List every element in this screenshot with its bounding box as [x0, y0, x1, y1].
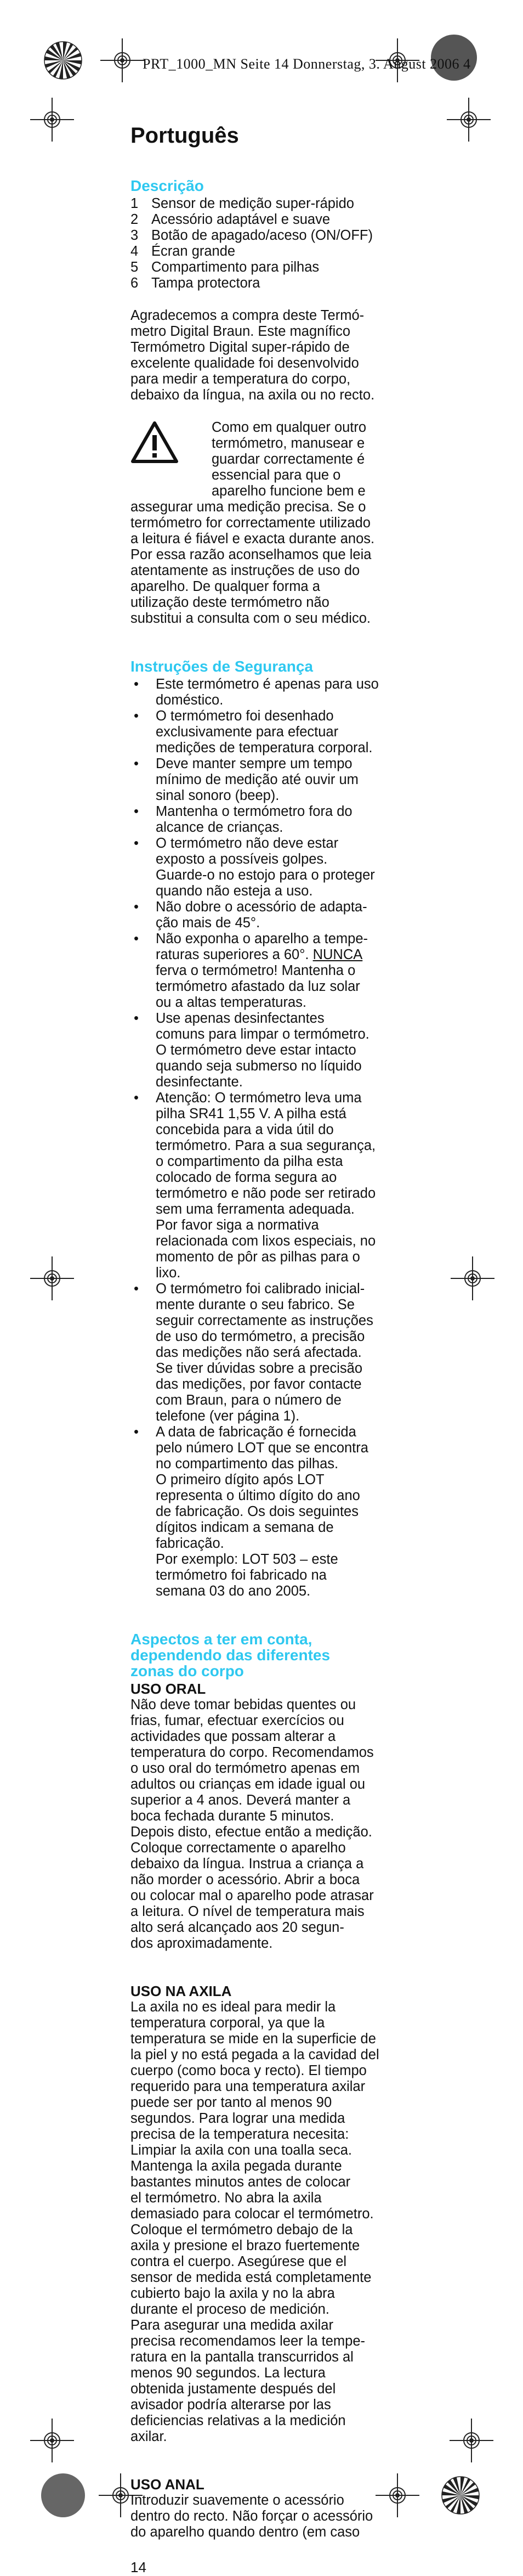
text-line: Por favor siga a normativa	[156, 1217, 319, 1233]
text-line: com Braun, para o número de	[156, 1393, 342, 1408]
item-number: 1	[130, 196, 139, 211]
text-line: exposto a possíveis golpes.	[156, 852, 328, 867]
text-line: mínimo de medição até ouvir um	[156, 772, 359, 787]
parts-list-item	[130, 196, 416, 212]
text-line: utilização deste termómetro não	[130, 595, 329, 610]
item-number: 6	[130, 275, 139, 291]
safety-list-item	[130, 836, 416, 899]
text-line: excelente qualidade foi desenvolvido	[130, 356, 359, 371]
anal-subheading: USO ANAL	[130, 2476, 204, 2493]
text-line: medições de temperatura corporal.	[156, 740, 373, 756]
text-line: O termómetro não deve estar	[156, 836, 339, 851]
item-label: Sensor de medição super-rápido	[151, 196, 354, 211]
text-line: contra el cuerpo. Asegúrese que el	[130, 2254, 347, 2269]
description-heading: Descrição	[130, 177, 204, 194]
text-line: puede ser por tanto al menos 90	[130, 2095, 332, 2110]
text-line: dígitos indicam a semana de	[156, 1520, 334, 1535]
item-number: 3	[130, 228, 139, 243]
text-line: Por essa razão aconselhamos que leia	[130, 547, 372, 562]
text-line: Agradecemos a compra deste Termó-	[130, 308, 365, 323]
parts-list	[130, 196, 416, 291]
text-line: ou a altas temperaturas.	[156, 995, 306, 1010]
text-line: A data de fabricação é fornecida	[156, 1424, 356, 1440]
text-line: deficiencias relativas a la medición	[130, 2413, 346, 2428]
item-number: 2	[130, 212, 139, 227]
text-line: relacionada com lixos especiais, no	[156, 1233, 376, 1249]
text-line: essencial para que o	[212, 467, 341, 483]
text-line: termómetro for correctamente utilizado	[130, 515, 371, 531]
text-line: de fabricação. Os dois seguintes	[156, 1504, 359, 1519]
text-line: comuns para limpar o termómetro.	[156, 1027, 369, 1042]
text-line: termómetro. Para a sua segurança,	[156, 1138, 376, 1153]
item-label: Tampa protectora	[151, 275, 260, 291]
text-line: metro Digital Braun. Este magnífico	[130, 324, 351, 339]
parts-list-item	[130, 244, 416, 260]
safety-list-item	[130, 708, 416, 756]
text-line: cubierto bajo la axila y no la abra	[130, 2286, 335, 2301]
text-line: desinfectante.	[156, 1074, 243, 1090]
bullet-icon: •	[134, 1090, 139, 1106]
item-number: 5	[130, 260, 139, 275]
text-line: precisa de la temperatura necesita:	[130, 2127, 349, 2142]
oral-subheading: USO ORAL	[130, 1681, 206, 1697]
text-line: dos aproximadamente.	[130, 1936, 273, 1951]
parts-list-item	[130, 212, 416, 228]
text-line: exclusivamente para efectuar	[156, 724, 339, 740]
bullet-icon: •	[134, 677, 139, 692]
parts-list-item	[130, 260, 416, 275]
text-line: ção mais de 45°.	[156, 915, 260, 931]
warning-text-side	[212, 420, 366, 499]
text-line: termómetro foi fabricado na	[156, 1568, 327, 1583]
text-line: lixo.	[156, 1265, 181, 1281]
safety-list-item	[130, 931, 416, 1011]
text-line: segundos. Para lograr una medida	[130, 2111, 345, 2126]
text-line: boca fechada durante 5 minutos.	[130, 1808, 334, 1824]
text-line: Este termómetro é apenas para uso	[156, 677, 379, 692]
text-line: aparelho. De qualquer forma a	[130, 579, 320, 594]
text-line: alto será alcançado aos 20 segun-	[130, 1920, 344, 1935]
text-line: doméstico.	[156, 692, 224, 708]
text-line: concebida para a vida útil do	[156, 1122, 334, 1137]
text-line: axilar.	[130, 2429, 167, 2444]
text-line: seguir correctamente as instruções	[156, 1313, 373, 1328]
text-line: momento de pôr as pilhas para o	[156, 1249, 360, 1265]
warning-triangle-icon	[130, 420, 212, 499]
text-line: obtenida justamente después del	[130, 2381, 336, 2397]
safety-list	[130, 677, 416, 1599]
text-line: não morder o acessório. Abrir a boca	[130, 1872, 360, 1887]
text-line: alcance de crianças.	[156, 820, 283, 835]
text-line: Limpiar la axila con una toalla seca.	[130, 2143, 352, 2158]
text-line: bastantes minutos antes de colocar	[130, 2174, 351, 2190]
warning-text	[130, 499, 416, 627]
text-line: frias, fumar, efectuar exercícios ou	[130, 1713, 344, 1728]
text-line: avisador podría alterarse por las	[130, 2397, 331, 2412]
text-line: Se tiver dúvidas sobre a precisão	[156, 1361, 363, 1376]
text-line: debaixo da língua, na axila ou no recto.	[130, 387, 375, 403]
safety-list-item	[130, 1424, 416, 1599]
text-line: Não deve tomar bebidas quentes ou	[130, 1697, 356, 1712]
text-line: Use apenas desinfectantes	[156, 1011, 325, 1026]
text-line: O termómetro deve estar intacto	[156, 1042, 356, 1058]
text-line: o uso oral do termómetro apenas em	[130, 1761, 360, 1776]
text-line: el termómetro. No abra la axila	[130, 2190, 322, 2206]
item-label: Acessório adaptável e suave	[151, 212, 331, 227]
text-line: actividades que possam alterar a	[130, 1729, 336, 1744]
text-line: Depois disto, efectue então a medição.	[130, 1824, 372, 1840]
safety-list-item	[130, 756, 416, 804]
axila-text	[130, 1999, 416, 2445]
text-line: dentro do recto. Não forçar o acessório	[130, 2509, 373, 2524]
bullet-icon: •	[134, 836, 139, 851]
safety-list-item	[130, 804, 416, 836]
heading-line: zonas do corpo	[130, 1662, 244, 1679]
text-line: durante el proceso de medición.	[130, 2302, 329, 2317]
text-line: termómetro e não pode ser retirado	[156, 1186, 376, 1201]
text-line: Como em qualquer outro	[212, 420, 367, 435]
text-line: sensor de medida está completamente	[130, 2270, 372, 2285]
text-line: requerido para una temperatura axilar	[130, 2079, 366, 2094]
text-line: para medir a temperatura do corpo,	[130, 371, 351, 387]
text-line: mente durante o seu fabrico. Se	[156, 1297, 355, 1312]
text-line: guardar correctamente é	[212, 452, 365, 467]
anal-text	[130, 2493, 416, 2540]
page-number: 14	[130, 2559, 146, 2575]
bullet-icon: •	[134, 756, 139, 771]
bullet-icon: •	[134, 1281, 139, 1297]
safety-list-item	[130, 899, 416, 931]
text-line: pelo número LOT que se encontra	[156, 1440, 368, 1456]
warning-block	[130, 420, 416, 499]
parts-list-item	[130, 275, 416, 291]
text-line: menos 90 segundos. La lectura	[130, 2365, 326, 2381]
page-title: Português	[130, 123, 239, 148]
print-header: PRT_1000_MN Seite 14 Donnerstag, 3. August 2006 4	[143, 56, 471, 72]
text-line: no compartimento das pilhas.	[156, 1456, 339, 1472]
text-line: termómetro afastado da luz solar	[156, 979, 360, 994]
text-line: Coloque correctamente o aparelho	[130, 1840, 346, 1856]
text-line: Não dobre o acessório de adapta-	[156, 899, 367, 915]
safety-list-item	[130, 1281, 416, 1424]
text-line: debaixo da língua. Instrua a criança a	[130, 1856, 364, 1872]
text-line: Introduzir suavemente o acessório	[130, 2493, 344, 2508]
text-line: Coloque el termómetro debajo de la	[130, 2222, 353, 2237]
text-line: axila y presione el brazo fuertemente	[130, 2238, 360, 2253]
text-line: atentamente as instruções de uso do	[130, 563, 360, 578]
text-line: termómetro, manusear e	[212, 436, 365, 451]
safety-heading: Instruções de Segurança	[130, 658, 314, 675]
heading-line: dependendo das diferentes	[130, 1647, 331, 1664]
item-label: Botão de apagado/aceso (ON/OFF)	[151, 228, 373, 243]
bullet-icon: •	[134, 931, 139, 946]
text-line: O primeiro dígito após LOT	[156, 1472, 325, 1487]
text-line: cuerpo (como boca y recto). El tiempo	[130, 2063, 367, 2078]
text-line: colocado de forma segura ao	[156, 1170, 337, 1185]
text-line: Mantenga la axila pegada durante	[130, 2158, 342, 2174]
text-line: quando seja submerso no líquido	[156, 1058, 362, 1074]
bullet-icon: •	[134, 1424, 139, 1440]
text-line: Atenção: O termómetro leva uma	[156, 1090, 362, 1106]
text-line: Termómetro Digital super-rápido de	[130, 340, 350, 355]
text-line: superior a 4 anos. Deverá manter a	[130, 1793, 351, 1808]
intro-paragraph	[130, 308, 416, 403]
text-line: telefone (ver página 1).	[156, 1408, 300, 1424]
safety-list-item	[130, 677, 416, 708]
text-line: sinal sonoro (beep).	[156, 788, 280, 803]
text-line: fabricação.	[156, 1536, 224, 1551]
text-line: Guarde-o no estojo para o proteger	[156, 867, 375, 883]
text-line: O termómetro foi calibrado inicial-	[156, 1281, 365, 1297]
safety-list-item	[130, 1011, 416, 1090]
text-line: temperatura se mide en la superficie de	[130, 2031, 376, 2047]
text-line: Por exemplo: LOT 503 – este	[156, 1552, 338, 1567]
text-line: aparelho funcione bem e	[212, 483, 366, 499]
heading-line: Aspectos a ter em conta,	[130, 1631, 312, 1648]
text-line: temperatura corporal, ya que la	[130, 2015, 325, 2031]
text-line: a leitura é fiável e exacta durante anos.	[130, 531, 375, 546]
bullet-icon: •	[134, 1011, 139, 1026]
text-line: O termómetro foi desenhado	[156, 708, 334, 724]
bullet-icon: •	[134, 899, 139, 915]
text-line: raturas superiores a 60°. NUNCA	[156, 947, 363, 962]
parts-list-item	[130, 228, 416, 244]
text-line: Mantenha o termómetro fora do	[156, 804, 353, 819]
text-line: ou colocar mal o aparelho pode atrasar	[130, 1888, 374, 1903]
safety-list-item	[130, 1090, 416, 1281]
bullet-icon: •	[134, 708, 139, 724]
oral-text	[130, 1697, 416, 1952]
text-line: quando não esteja a uso.	[156, 883, 313, 899]
text-line: demasiado para colocar el termómetro.	[130, 2206, 374, 2222]
aspects-heading	[130, 1631, 416, 1679]
text-line: o compartimento da pilha esta	[156, 1154, 343, 1169]
page-content	[130, 123, 416, 2576]
text-line: ratura en la pantalla transcurridos al	[130, 2349, 354, 2365]
text-line: assegurar uma medição precisa. Se o	[130, 499, 366, 515]
text-line: das medições não será afectada.	[156, 1345, 362, 1360]
axila-subheading: USO NA AXILA	[130, 1983, 232, 1999]
text-line: precisa recomendamos leer la tempe-	[130, 2333, 366, 2349]
text-line: representa o último dígito do ano	[156, 1488, 360, 1503]
text-line: pilha SR41 1,55 V. A pilha está	[156, 1106, 346, 1121]
item-label: Écran grande	[151, 244, 236, 259]
text-line: adultos ou crianças em idade igual ou	[130, 1777, 366, 1792]
text-line: das medições, por favor contacte	[156, 1377, 362, 1392]
text-line: la piel y no está pegada a la cavidad del	[130, 2047, 379, 2062]
text-line: substitui a consulta com o seu médico.	[130, 611, 371, 626]
text-line: a leitura. O nível de temperatura mais	[130, 1904, 365, 1919]
item-number: 4	[130, 244, 139, 259]
text-line: ferva o termómetro! Mantenha o	[156, 963, 356, 978]
text-line: Não exponha o aparelho a tempe-	[156, 931, 368, 946]
text-line: sem uma ferramenta adequada.	[156, 1202, 355, 1217]
text-line: temperatura do corpo. Recomendamos	[130, 1745, 374, 1760]
text-line: La axila no es ideal para medir la	[130, 1999, 336, 2015]
text-line: de uso do termómetro, a precisão	[156, 1329, 365, 1344]
bullet-icon: •	[134, 804, 139, 819]
text-line: do aparelho quando dentro (em caso	[130, 2524, 360, 2540]
text-line: semana 03 do ano 2005.	[156, 1583, 311, 1599]
text-line: Para asegurar una medida axilar	[130, 2318, 333, 2333]
text-line: Deve manter sempre um tempo	[156, 756, 353, 771]
item-label: Compartimento para pilhas	[151, 260, 320, 275]
